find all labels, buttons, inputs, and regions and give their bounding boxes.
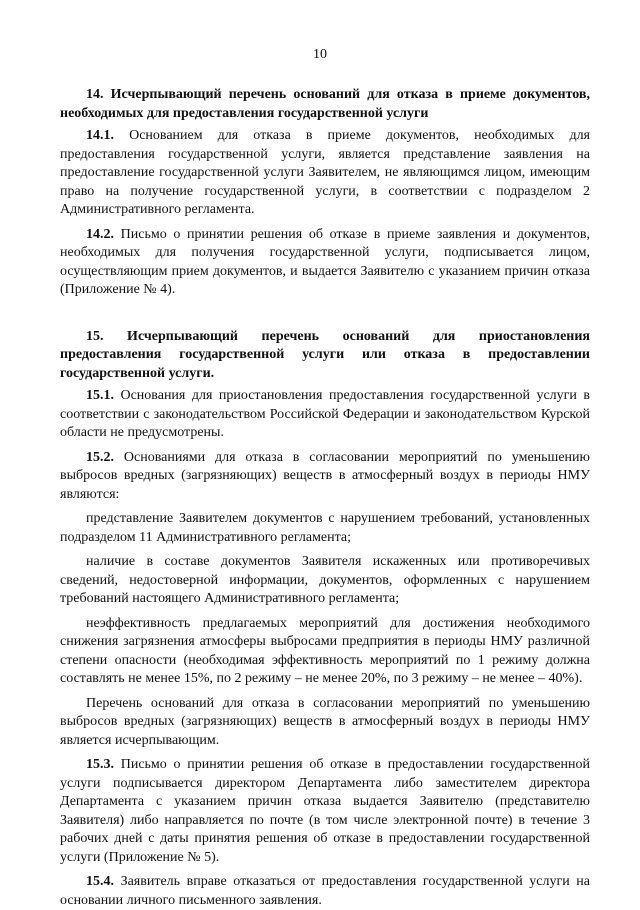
paragraph-15-1	[60, 387, 590, 443]
paragraph-number: 15.1.	[86, 388, 114, 403]
paragraph-text: Основания для приостановления предоставления государственной услуги в соответствии с законодательством Российской Федерации и законодательством Курской области не предусмотрены.	[60, 388, 590, 440]
paragraph-text: Основанием для отказа в приеме документов, необходимых для предоставления государственной услуги, является представление заявления на предоставление государственной услуги Заявителем, не являющимся лицом, имеющим право на получение государственной услуги, в соответствии с подразделом 2 Административного регламента.	[60, 128, 590, 217]
list-item: неэффективность предлагаемых мероприятий для достижения необходимого снижения загрязнения атмосферы выбросами предприятия в периоды НМУ различной степени опасности (необходимая эффективность мероприятий по 1 режиму должна составлять не менее 15%, по 2 режиму – не менее 20%, по 3 режиму – не менее – 40%).	[60, 615, 590, 686]
list-item: наличие в составе документов Заявителя искаженных или противоречивых сведений, недостоверной информации, документов, оформленных с нарушением требований настоящего Административного регламента;	[60, 554, 590, 606]
closing-paragraph: Перечень оснований для отказа в согласовании мероприятий по уменьшению выбросов вредных (загрязняющих) веществ в атмосферный воздух в периоды НМУ является исчерпывающим.	[60, 695, 590, 748]
paragraph-text: Письмо о принятии решения об отказе в приеме заявления и документов, необходимых для получения государственной услуги, подписывается лицом, осуществляющим прием документов, и выдается Заявителю с указанием причин отказа (Приложение № 4).	[60, 226, 590, 297]
paragraph-15-3	[60, 756, 590, 867]
paragraph-text: Заявитель вправе отказаться от предоставления государственной услуги на основании личного письменного заявления.	[60, 874, 590, 908]
section-14-heading: 14. Исчерпывающий перечень оснований для отказа в приеме документов, необходимых для предоставления государственной услуги	[60, 87, 590, 121]
paragraph-14-1	[60, 127, 590, 220]
paragraph-number: 14.2.	[86, 226, 114, 242]
paragraph-14-2	[60, 226, 590, 300]
paragraph-text: Письмо о принятии решения об отказе в предоставлении государственной услуги подписывается директором Департамента либо заместителем директора Департамента с указанием причин отказа выдается Заявителю (представителю Заявителя) либо направляется по почте (в том числе электронной почте) в течение 3 рабочих дней с даты принятия решения об отказе в предоставлении государственной услуги (Приложение № 5).	[60, 757, 590, 865]
section-15-heading: 15. Исчерпывающий перечень оснований для приостановления предоставления государственной услуги или отказа в предоставлении государственной услуги.	[60, 328, 590, 381]
paragraph-number: 15.2.	[86, 449, 114, 465]
paragraph-number: 14.1.	[86, 128, 114, 143]
list-item: представление Заявителем документов с нарушением требований, установленных подразделом 11 Административного регламента;	[60, 511, 590, 545]
paragraph-15-4	[60, 873, 590, 910]
paragraph-number: 15.4.	[86, 874, 114, 889]
page-number: 10	[313, 47, 327, 62]
paragraph-15-2	[60, 449, 590, 505]
document-body	[60, 86, 590, 910]
paragraph-number: 15.3.	[86, 757, 114, 772]
paragraph-text: Основаниями для отказа в согласовании мероприятий по уменьшению выбросов вредных (загрязняющих) веществ в атмосферный воздух в периоды НМУ являются:	[60, 449, 590, 502]
